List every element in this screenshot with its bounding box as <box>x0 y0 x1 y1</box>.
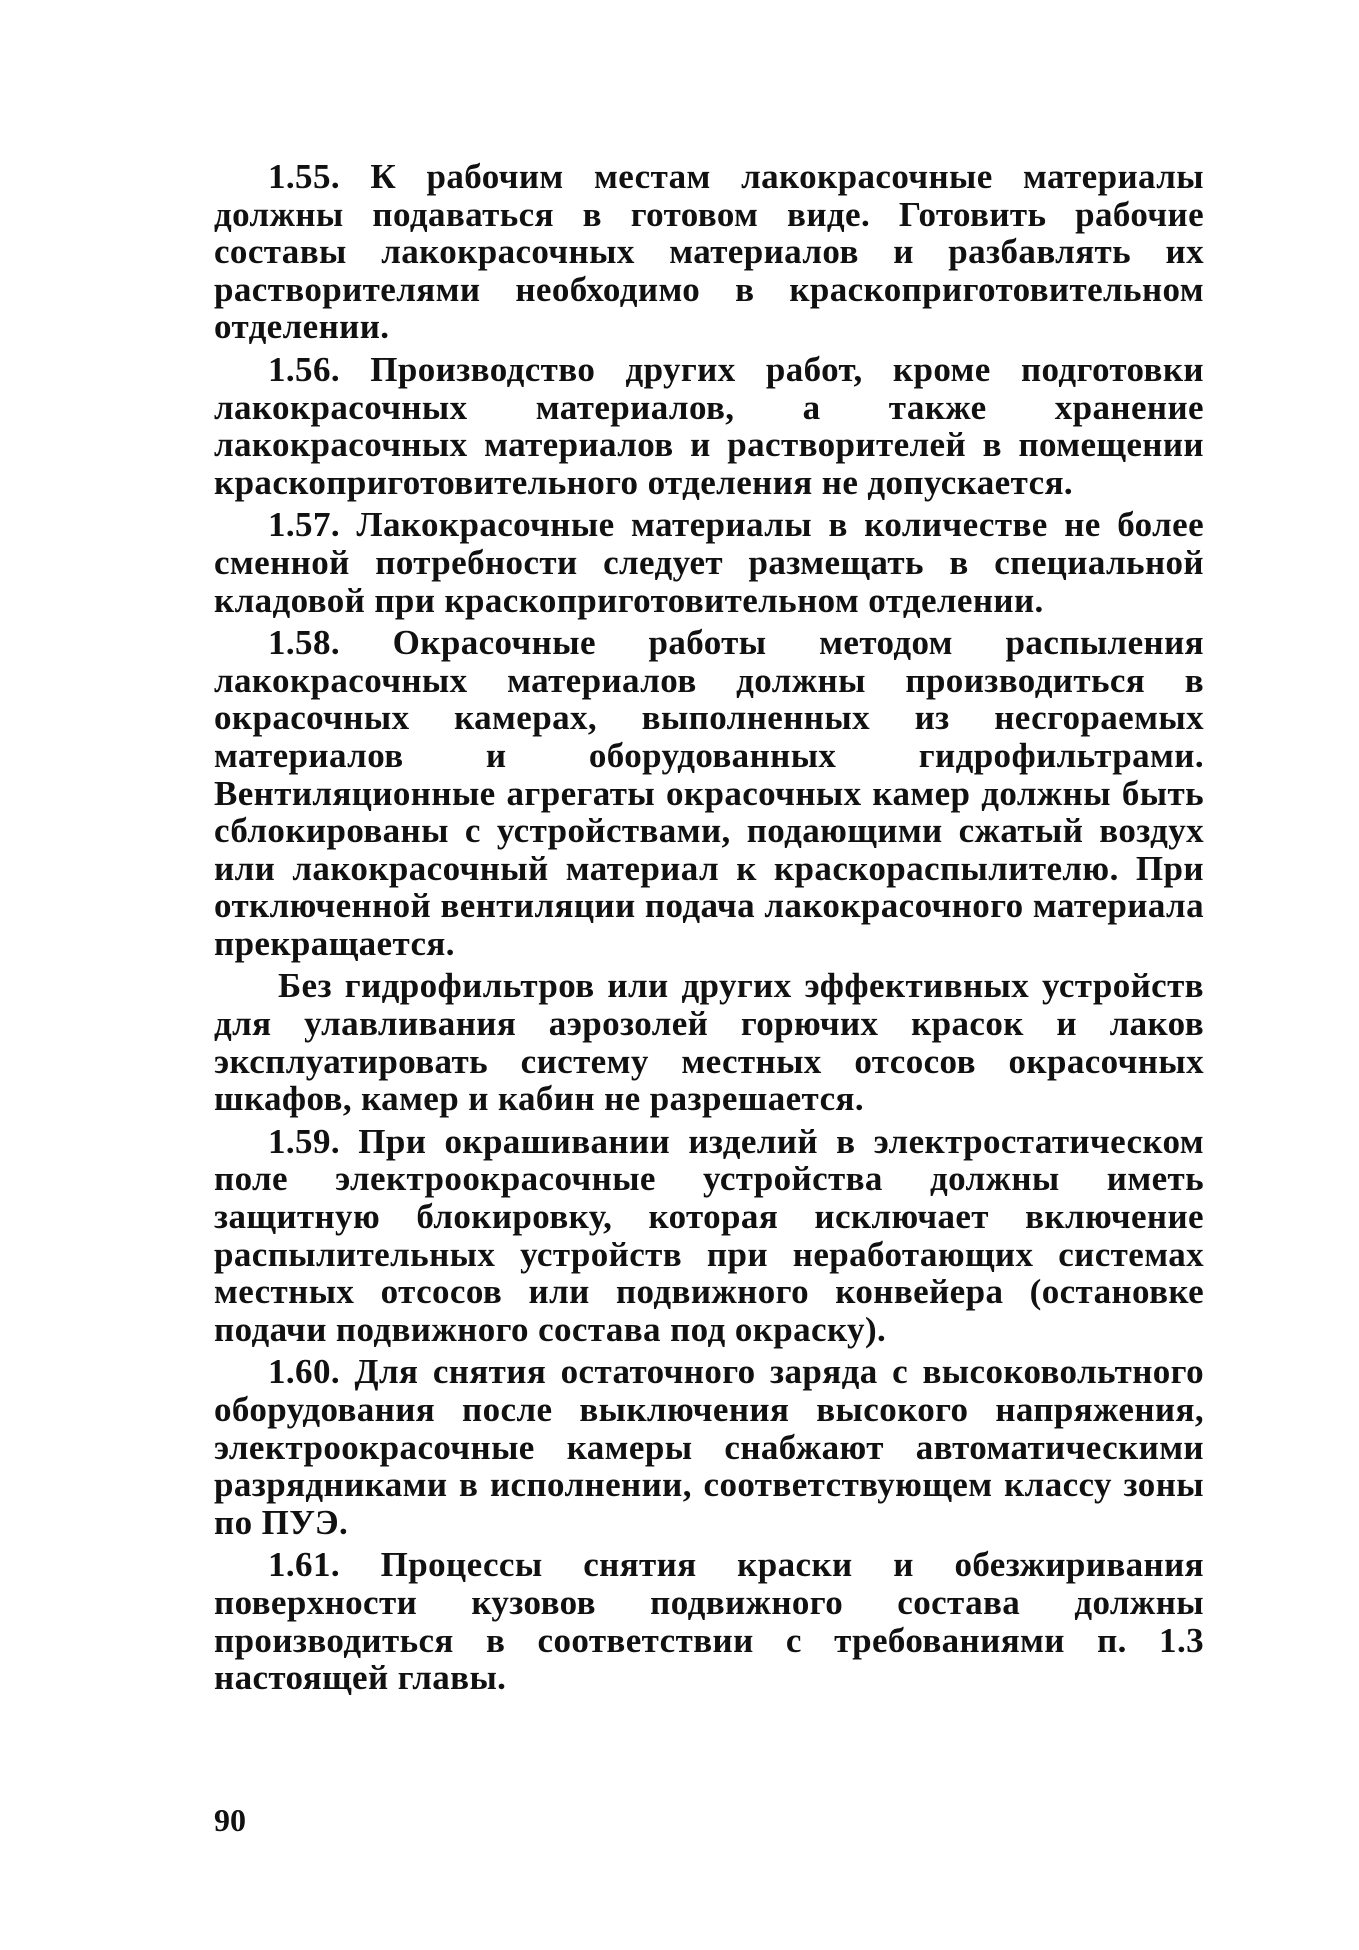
paragraph-1-56: 1.56. Производство других работ, кроме подготовки лакокрасочных материалов, а также хранение лакокрасочных материалов и растворителей в помещении краскоприготовительного отделения не допускается. <box>214 349 1204 502</box>
paragraph-1-60: 1.60. Для снятия остаточного заряда с высоковольтного оборудования после выключения высокого напряжения, электроокрасочные камеры снабжают автоматическими разрядниками в исполнении, соответствующем классу зоны по ПУЭ. <box>214 1352 1204 1542</box>
paragraph-1-57: 1.57. Лакокрасочные материалы в количестве не более сменной потребности следует размещать в специальной кладовой при краскоприготовительном отделении. <box>214 505 1204 620</box>
paragraph-1-58-continued: Без гидрофильтров или других эффективных устройств для улавливания аэрозолей горючих красок и лаков эксплуатировать систему местных отсосов окрасочных шкафов, камер и кабин не разрешается. <box>214 966 1204 1119</box>
page-number: 90 <box>214 1802 246 1838</box>
body-text <box>214 158 1204 1702</box>
paragraph-1-55: 1.55. К рабочим местам лакокрасочные материалы должны подаваться в готовом виде. Готовить рабочие составы лакокрасочных материалов и разбавлять их растворителями необходимо в краскоприготовительном отделении. <box>214 157 1204 347</box>
paragraph-1-58: 1.58. Окрасочные работы методом распыления лакокрасочных материалов должны производиться в окрасочных камерах, выполненных из несгораемых материалов и оборудованных гидрофильтрами. Вентиляционные агрегаты окрасочных камер должны быть сблокированы с устройствами, подающими сжатый воздух или лакокрасочный материал к краскораспылителю. При отключенной вентиляции подача лакокрасочного материала прекращается. <box>214 623 1204 963</box>
paragraph-1-61: 1.61. Процессы снятия краски и обезжиривания поверхности кузовов подвижного состава должны производиться в соответствии с требованиями п. 1.3 настоящей главы. <box>214 1545 1204 1698</box>
paragraph-1-59: 1.59. При окрашивании изделий в электростатическом поле электроокрасочные устройства должны иметь защитную блокировку, которая исключает включение распылительных устройств при неработающих системах местных отсосов или подвижного конвейера (остановке подачи подвижного состава под окраску). <box>214 1121 1204 1349</box>
